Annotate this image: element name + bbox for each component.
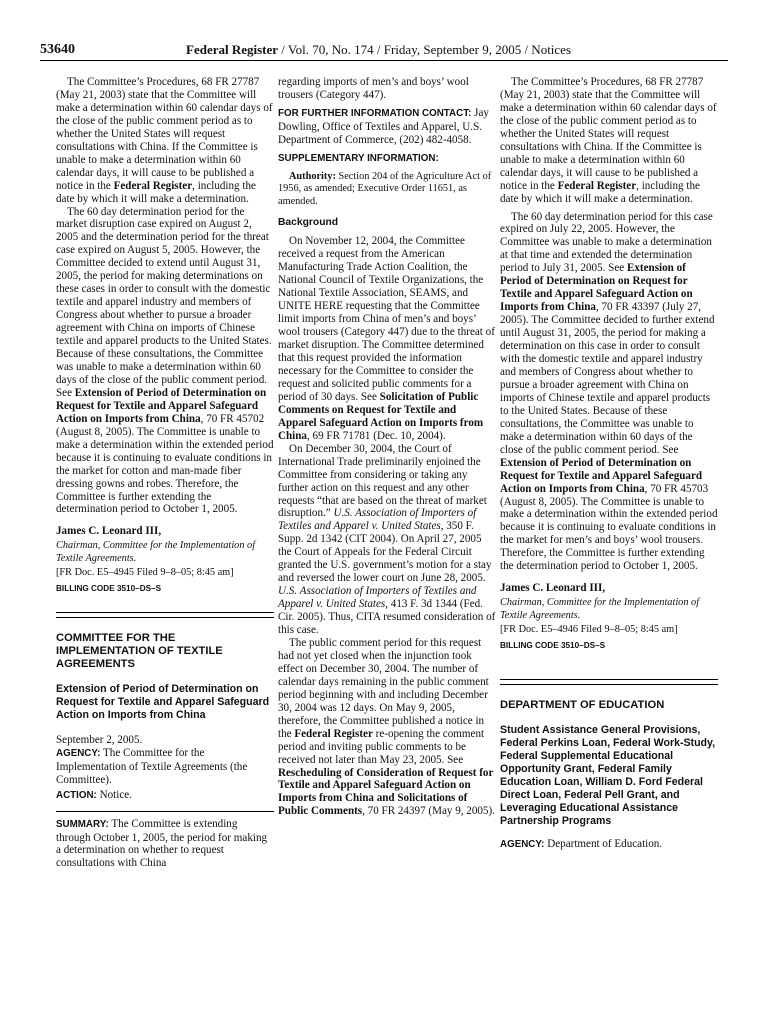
- paragraph: On December 30, 2004, the Court of International Trade preliminarily enjoined the Committee from considering or taking any further action on this request and any other requests “that are based on the threat of market disruption.” U.S. Association of Importers of Textiles and Apparel v. United States, 350 F. Supp. 2d 1342 (CIT 2004). On April 27, 2005 the Court of Appeals for the Federal Circuit granted the U.S. government’s motion for a stay and reversed the lower court on June 28, 2005. U.S. Association of Importers of Textiles and Apparel v. United States, 413 F. 3d 1344 (Fed. Cir. 2005). Thus, CITA resumed consideration of this case.: [278, 442, 496, 637]
- billing-code: BILLING CODE 3510–DS–S: [56, 583, 162, 593]
- authority-line: Authority: Section 204 of the Agriculture Act of 1956, as amended; Executive Order 11651, as amended.: [278, 170, 492, 207]
- column-2: [278, 76, 496, 818]
- fr-doc-line: [FR Doc. E5–4945 Filed 9–8–05; 8:45 am]: [56, 567, 234, 579]
- paragraph: On November 12, 2004, the Committee received a request from the American Manufacturing Trade Action Coalition, the National Council of Textile Organizations, the National Textile Association, SEAMS, and UNITE HERE requesting that the Committee limit imports from China of men’s and boys’ wool trousers (Category 447) due to the threat of market disruption. The Committee determined that this request provided the information necessary for the Committee to consider the request and solicited public comments for a period of 30 days. See Solicitation of Public Comments on Request for Textile and Apparel Safeguard Action on Imports from China, 69 FR 71781 (Dec. 10, 2004).: [278, 235, 495, 442]
- running-title: [186, 42, 571, 58]
- signatory-name: James C. Leonard III,: [56, 525, 162, 538]
- header-rule: [40, 60, 728, 61]
- notice-subject: Student Assistance General Provisions, Federal Perkins Loan, Federal Work-Study, Federal Supplemental Educational Opportunity Grant, Federal Family Education Loan, William D. Ford Federal Direct Loan, Federal Pell Grant, and Leveraging Educational Assistance Partnership Programs: [500, 723, 716, 827]
- agency-line: AGENCY: Department of Education.: [500, 837, 663, 850]
- fr-doc-line: [FR Doc. E5–4946 Filed 9–8–05; 8:45 am]: [500, 624, 678, 636]
- agency-heading: COMMITTEE FOR THE IMPLEMENTATION OF TEXTILE AGREEMENTS: [56, 631, 223, 670]
- column-3: [500, 76, 718, 852]
- paragraph: The Committee’s Procedures, 68 FR 27787 (May 21, 2003) state that the Committee will make a determination within 60 calendar days of the close of the public comment period as to whether the United States will request consultations with China. If the Committee is unable to make a determination within 60 calendar days, it will cause to be published a notice in the Federal Register, including the date by which it will make a determination.: [500, 76, 717, 205]
- section-divider: [500, 684, 718, 685]
- signatory-title: Chairman, Committee for the Implementation of Textile Agreements.: [500, 597, 700, 621]
- agency-heading: DEPARTMENT OF EDUCATION: [500, 698, 665, 711]
- notice-date: September 2, 2005.: [56, 733, 143, 746]
- notice-subject: Extension of Period of Determination on Request for Textile and Apparel Safeguard Action on Imports from China: [56, 682, 270, 721]
- billing-code: BILLING CODE 3510–DS–S: [500, 640, 606, 650]
- paragraph: The public comment period for this request had not yet closed when the injunction took effect on December 30, 2004. The number of calendar days remaining in the public comment period beginning with and including December 30, 2004 was 12 days. On May 9, 2005, therefore, the Committee published a notice in the Federal Register re-opening the comment period and inviting public comments to be received not later than May 23, 2005. See Rescheduling of Consideration of Request for Textile and Apparel Safeguard Action on Imports from China and Solicitations of Public Comments, 70 FR 24397 (May 9, 2005).: [278, 637, 495, 818]
- summary-line: SUMMARY: The Committee is extending through October 1, 2005, the period for making a determination on whether to request consultations with China: [56, 817, 268, 870]
- supplementary-label: SUPPLEMENTARY INFORMATION:: [278, 152, 439, 164]
- action-line: ACTION: Notice.: [56, 788, 132, 801]
- contact-line: FOR FURTHER INFORMATION CONTACT: Jay Dowling, Office of Textiles and Apparel, U.S. Department of Commerce, (202) 482-4058.: [278, 106, 489, 146]
- section-divider: [56, 617, 274, 618]
- signatory-title: Chairman, Committee for the Implementation of Textile Agreements.: [56, 540, 256, 564]
- issue-info: / Vol. 70, No. 174 / Friday, September 9, 2005 / Notices: [278, 42, 572, 57]
- section-divider: [500, 679, 718, 680]
- section-divider: [56, 612, 274, 613]
- column-1: [56, 76, 274, 870]
- agency-line: AGENCY: The Committee for the Implementation of Textile Agreements (the Committee).: [56, 746, 248, 786]
- journal-name: Federal Register: [186, 42, 279, 57]
- paragraph: The 60 day determination period for this case expired on July 22, 2005. However, the Committee was unable to make a determination at that time and extended the determination period to July 31, 2005. See Extension of Period of Determination on Request for Textile and Apparel Safeguard Action on Imports from China, 70 FR 43397 (July 27, 2005). The Committee decided to further extend until August 31, 2005, the period for making a determination on this case in order to consult with the domestic textile and apparel industry and members of Congress about whether to pursue a broader agreement with China on imports of Chinese textile and apparel products to the United States. Because of these consultations, the Committee was unable to make a determination within 60 days of the close of the public comment period. See Extension of Period of Determination on Request for Textile and Apparel Safeguard Action on Imports from China, 70 FR 45703 (August 8, 2005). The Committee is unable to make a determination within the extended period because it is continuing to evaluate conditions in the market for men’s and boys’ wool trousers. Therefore, the Committee is further extending the determination period to October 1, 2005.: [500, 210, 718, 573]
- paragraph: The Committee’s Procedures, 68 FR 27787 (May 21, 2003) state that the Committee will make a determination within 60 calendar days of the close of the public comment period as to whether the United States will request consultations with China. If the Committee is unable to make a determination within 60 calendar days, it will cause to be published a notice in the Federal Register, including the date by which it will make a determination.: [56, 76, 273, 205]
- paragraph: regarding imports of men’s and boys’ wool trousers (Category 447).: [278, 76, 469, 101]
- background-heading: Background: [278, 216, 339, 228]
- signatory-name: James C. Leonard III,: [500, 582, 606, 595]
- page-header: [40, 42, 728, 60]
- paragraph: The 60 day determination period for the market disruption case expired on August 2, 2005 and the determination period for the threat case expired on August 5, 2005. However, the Committee decided to extend until August 31, 2005, the period for making determinations on these cases in order to consult with the domestic textile and apparel industry and members of Congress about whether to pursue a broader agreement with China on imports of Chinese textile and apparel products to the United States. Because of these consultations, the Committee was unable to make a determination within 60 days of the close of the public comment period. See Extension of Period of Determination on Request for Textile and Apparel Safeguard Action on Imports from China, 70 FR 45702 (August 8, 2005). The Committee is unable to make a determination within the extended period because it is continuing to evaluate conditions in the market for cotton and man-made fiber dressing gowns and robes. Therefore, the Committee is further extending the determination period to October 1, 2005.: [56, 205, 274, 516]
- page-number: 53640: [40, 42, 75, 57]
- section-divider: [56, 811, 274, 812]
